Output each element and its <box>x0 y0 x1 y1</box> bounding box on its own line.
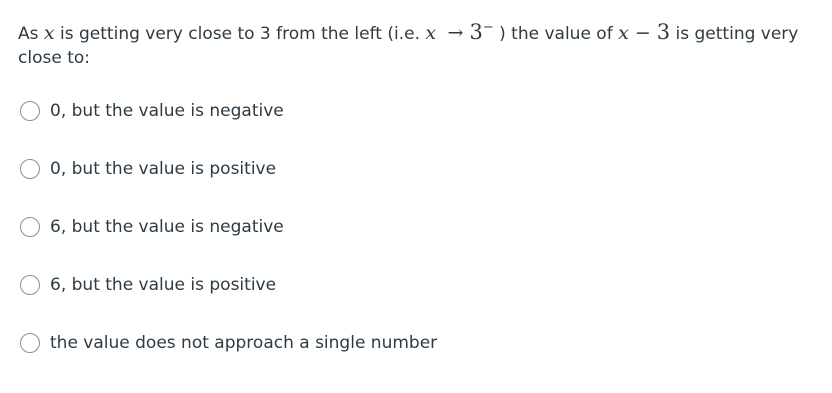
answer-option[interactable] <box>20 98 437 124</box>
question-text-value: ) the value of <box>499 24 613 44</box>
answer-option-label[interactable]: the value does not approach a single number <box>50 333 438 353</box>
answer-option[interactable] <box>20 330 437 356</box>
question-text-start: As <box>18 24 39 44</box>
radio-button[interactable] <box>20 275 40 295</box>
answer-option-label[interactable]: 0, but the value is positive <box>50 159 277 179</box>
answer-option-label[interactable]: 0, but the value is negative <box>50 101 284 121</box>
question-text-middle: is getting very close to 3 from the left (i.e. <box>60 24 420 44</box>
math-constant-three: 3 <box>656 20 671 44</box>
radio-button[interactable] <box>20 159 40 179</box>
question-text-end: is getting very close to: <box>18 24 799 68</box>
answer-option[interactable] <box>20 214 437 240</box>
math-variable-x: 𝑥 <box>425 22 437 44</box>
radio-button[interactable] <box>20 217 40 237</box>
math-variable-x: 𝑥 <box>618 22 629 44</box>
minus-symbol: − <box>634 22 651 44</box>
answer-option-label[interactable]: 6, but the value is positive <box>50 275 277 295</box>
answer-option[interactable] <box>20 272 437 298</box>
limit-value: 3 <box>469 20 483 44</box>
math-variable-x: 𝑥 <box>43 22 55 44</box>
radio-button[interactable] <box>20 333 40 353</box>
answer-options <box>20 98 437 388</box>
question-text <box>18 16 808 70</box>
arrow-symbol: → <box>447 22 464 44</box>
limit-superscript: − <box>482 20 494 35</box>
answer-option-label[interactable]: 6, but the value is negative <box>50 217 284 237</box>
radio-button[interactable] <box>20 101 40 121</box>
answer-option[interactable] <box>20 156 437 182</box>
